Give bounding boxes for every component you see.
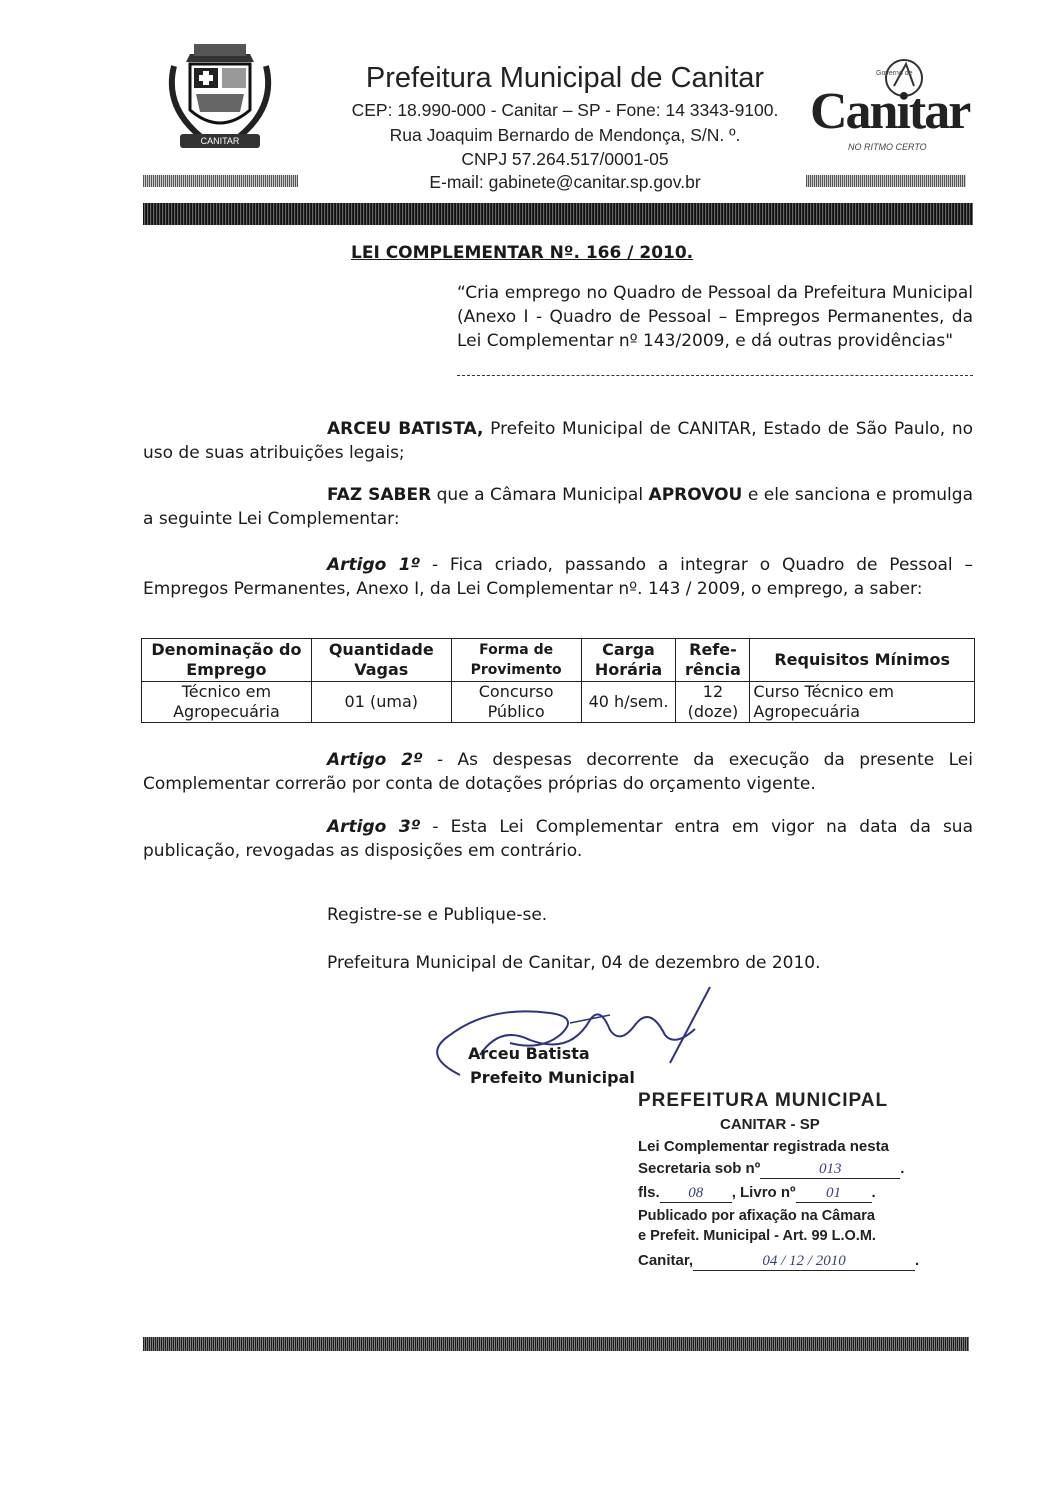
stamp-line6-label: Canitar, [638, 1252, 694, 1269]
footer-divider-bar [143, 1337, 969, 1351]
article-3-text: - Esta Lei Complementar entra em vigor na data da sua publicação, revogadas as disposições em contrário. [143, 817, 973, 861]
header-right-bar [806, 175, 966, 187]
logo-top-text: Governo de [876, 70, 913, 77]
stamp-line3: fls. 08 , Livro nº 01 . [638, 1184, 876, 1201]
coat-of-arms-label: CANITAR [200, 136, 240, 146]
table-header-cell: Requisitos Mínimos [750, 639, 975, 682]
article-1-text: - Fica criado, passando a integrar o Quadro de Pessoal – Empregos Permanentes, Anexo I, da Lei Complementar nº. 143 / 2009, o emprego, a saber: [143, 555, 973, 599]
stamp-line1: Lei Complementar registrada nesta [638, 1138, 889, 1155]
municipal-coat-of-arms [160, 36, 280, 158]
signatory-role: Prefeito Municipal [470, 1068, 635, 1087]
register-line: Registre-se e Publique-se. [327, 905, 548, 925]
table-header-cell: Quantidade Vagas [311, 639, 451, 682]
stamp-subtitle: CANITAR - SP [720, 1116, 820, 1133]
stamp-line3-label: fls. [638, 1184, 660, 1201]
header-left-bar [143, 175, 298, 187]
paragraph-faz-saber [143, 483, 973, 531]
header-divider-bar [143, 203, 973, 225]
stamp-line2-label: Secretaria sob nº [638, 1160, 761, 1177]
header-address-line1: CEP: 18.990-000 - Canitar – SP - Fone: 14 3343-9100. [351, 100, 779, 120]
table-cell: 12 (doze) [676, 682, 750, 723]
article-2-text: - As despesas decorrente da execução da presente Lei Complementar correrão por conta de dotações próprias do orçamento vigente. [143, 750, 973, 794]
table-cell: Técnico em Agropecuária [142, 682, 312, 723]
article-3 [143, 815, 973, 863]
law-ementa: “Cria emprego no Quadro de Pessoal da Prefeitura Municipal (Anexo I - Quadro de Pessoal – Empregos Permanentes, da Lei Complementar nº 143/2009, e dá outras providências" [457, 283, 973, 351]
table-header-cell: Refe-rência [676, 639, 750, 682]
ementa-dashed-rule [457, 375, 973, 376]
logo-main-text: Canitar [810, 83, 970, 140]
faz-saber-label: FAZ SABER [327, 485, 432, 505]
stamp-line4: Publicado por afixação na Câmara [638, 1208, 875, 1224]
header-title: Prefeitura Municipal de Canitar [365, 62, 765, 94]
table-header-row [142, 639, 975, 682]
stamp-line6-value: 04 / 12 / 2010 [762, 1253, 846, 1269]
registration-stamp [620, 1090, 950, 1280]
article-3-label: Artigo 3º [327, 817, 421, 837]
stamp-line3-value2: 01 [826, 1185, 842, 1201]
table-header-cell: Forma de Provimento [451, 639, 581, 682]
stamp-line2: Secretaria sob nº 013 . [638, 1160, 905, 1177]
header-email: E-mail: gabinete@canitar.sp.gov.br [429, 172, 701, 192]
article-1 [143, 553, 973, 601]
date-line: Prefeitura Municipal de Canitar, 04 de dezembro de 2010. [327, 953, 821, 973]
table-header-cell: Carga Horária [581, 639, 676, 682]
article-2-label: Artigo 2º [327, 750, 423, 770]
mayor-name: ARCEU BATISTA, [327, 419, 484, 439]
table-cell: 01 (uma) [311, 682, 451, 723]
table-row [142, 682, 975, 723]
header-address-line2: Rua Joaquim Bernardo de Mendonça, S/N. º. [389, 125, 741, 145]
article-1-label: Artigo 1º [327, 555, 421, 575]
employment-table [141, 638, 975, 723]
stamp-title: PREFEITURA MUNICIPAL [638, 1090, 889, 1111]
law-title: LEI COMPLEMENTAR Nº. 166 / 2010. [351, 243, 694, 263]
signatory-name: Arceu Batista [468, 1044, 590, 1063]
stamp-line2-value: 013 [818, 1161, 842, 1177]
header-cnpj: CNPJ 57.264.517/0001-05 [461, 149, 669, 169]
aprovou-label: APROVOU [648, 485, 743, 505]
table-header-cell: Denominação do Emprego [142, 639, 312, 682]
faz-saber-text1: que a Câmara Municipal [431, 485, 649, 505]
stamp-line3-value: 08 [688, 1185, 704, 1201]
table-cell: Concurso Público [451, 682, 581, 723]
canitar-brand-logo [806, 56, 970, 156]
faz-saber-text2: e ele sanciona e promulga a seguinte Lei Complementar: [143, 485, 973, 529]
table-cell: 40 h/sem. [581, 682, 676, 723]
stamp-line5: e Prefeit. Municipal - Art. 99 L.O.M. [638, 1228, 876, 1244]
paragraph-mayor-text: Prefeito Municipal de CANITAR, Estado de São Paulo, no uso de suas atribuições legais; [143, 419, 973, 463]
stamp-line6: Canitar, 04 / 12 / 2010 . [638, 1252, 920, 1269]
paragraph-mayor [143, 417, 973, 465]
table-cell: Curso Técnico em Agropecuária [750, 682, 975, 723]
article-2 [143, 748, 973, 796]
stamp-line3-label2: , Livro nº [731, 1184, 796, 1201]
logo-slogan: NO RITMO CERTO [848, 142, 927, 152]
